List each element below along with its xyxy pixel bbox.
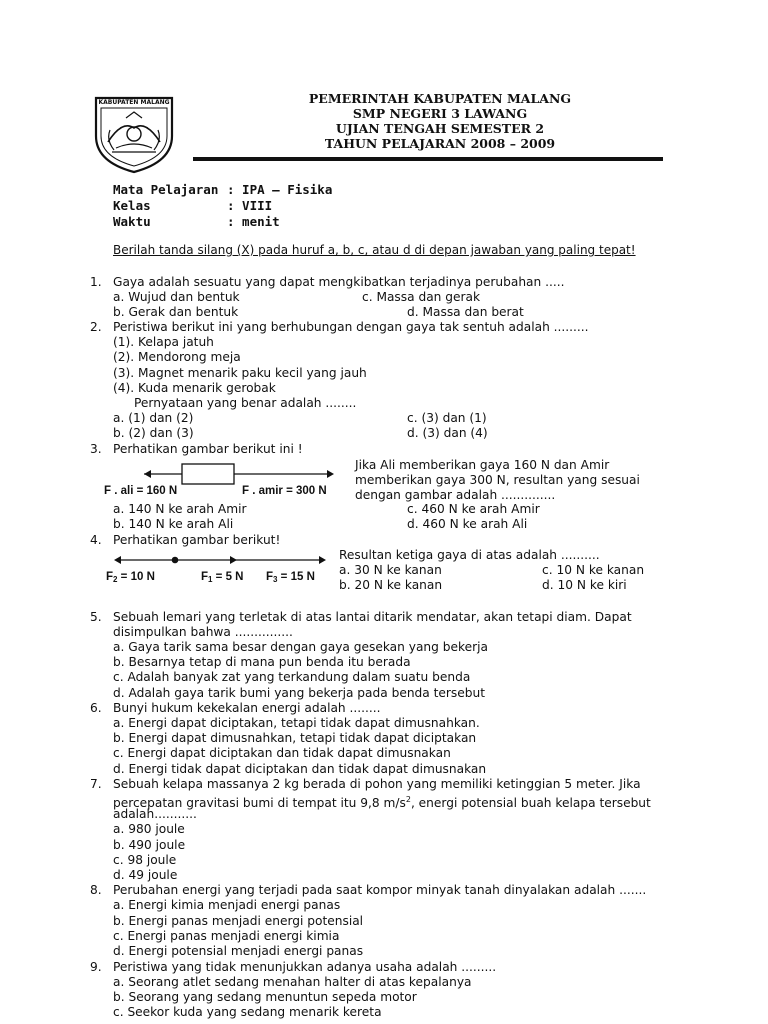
q3-side-text-2: memberikan gaya 300 N, resultan yang sesuai xyxy=(355,473,640,487)
q7-option-a: a. 980 joule xyxy=(113,822,185,836)
q4-option-b: b. 20 N ke kanan xyxy=(339,578,443,592)
q4-force-diagram xyxy=(110,550,330,570)
q7-text: Sebuah kelapa massanya 2 kg berada di pohon yang memiliki ketinggian 5 meter. Jika xyxy=(113,777,641,791)
subject-value: : IPA – Fisika xyxy=(227,182,333,197)
q4-number: 4. xyxy=(90,533,102,547)
q2-statement-4: (4). Kuda menarik gerobak xyxy=(113,381,276,395)
q1-option-d: d. Massa dan berat xyxy=(407,305,524,319)
class-label: Kelas xyxy=(113,198,151,213)
instruction: Berilah tanda silang (X) pada huruf a, b, c, atau d di depan jawaban yang paling tepat! xyxy=(113,243,636,257)
q4-force-f3-label: $F_3 = 15$ N xyxy=(266,571,315,584)
q3-number: 3. xyxy=(90,442,102,456)
q2-option-c: c. (3) dan (1) xyxy=(407,411,487,425)
q2-statement-2: (2). Mendorong meja xyxy=(113,350,241,364)
q5-option-a: a. Gaya tarik sama besar dengan gaya gesekan yang bekerja xyxy=(113,640,488,654)
q8-number: 8. xyxy=(90,883,102,897)
q3-option-b: b. 140 N ke arah Ali xyxy=(113,517,234,531)
q6-option-c: c. Energi dapat diciptakan dan tidak dapat dimusnakan xyxy=(113,746,451,760)
q6-number: 6. xyxy=(90,701,102,715)
q7-option-c: c. 98 joule xyxy=(113,853,177,867)
q5-text: Sebuah lemari yang terletak di atas lantai ditarik mendatar, akan tetapi diam. Dapat xyxy=(113,610,632,624)
logo-text: KABUPATEN MALANG xyxy=(98,99,170,106)
q7-number: 7. xyxy=(90,777,102,791)
q9-option-a: a. Seorang atlet sedang menahan halter di atas kepalanya xyxy=(113,975,472,989)
q7-text-end: adalah........... xyxy=(113,807,197,821)
q5-option-c: c. Adalah banyak zat yang terkandung dalam suatu benda xyxy=(113,670,471,684)
q3-side-text-3: dengan gambar adalah .............. xyxy=(355,488,556,502)
q3-text: Perhatikan gambar berikut ini ! xyxy=(113,442,303,456)
q4-option-d: d. 10 N ke kiri xyxy=(542,578,627,592)
q9-option-b: b. Seorang yang sedang menuntun sepeda motor xyxy=(113,990,417,1004)
q8-option-a: a. Energi kimia menjadi energi panas xyxy=(113,898,341,912)
q9-option-c: c. Seekor kuda yang sedang menarik kereta xyxy=(113,1005,382,1019)
q3-option-d: d. 460 N ke arah Ali xyxy=(407,517,528,531)
q7-option-d: d. 49 joule xyxy=(113,868,178,882)
header-line-2: SMP NEGERI 3 LAWANG xyxy=(352,106,528,121)
q8-option-c: c. Energi panas menjadi energi kimia xyxy=(113,929,340,943)
q7-option-b: b. 490 joule xyxy=(113,838,186,852)
q3-force-amir-label: F . amir = 300 N xyxy=(242,485,327,497)
header-rule xyxy=(193,157,663,161)
q3-force-diagram xyxy=(140,462,340,486)
q6-option-b: b. Energi dapat dimusnahkan, tetapi tidak dapat diciptakan xyxy=(113,731,477,745)
subject-label: Mata Pelajaran xyxy=(113,182,219,197)
q4-text: Perhatikan gambar berikut! xyxy=(113,533,281,547)
q5-option-b: b. Besarnya tetap di mana pun benda itu berada xyxy=(113,655,411,669)
header-line-1: PEMERINTAH KABUPATEN MALANG xyxy=(308,91,572,106)
q1-option-b: b. Gerak dan bentuk xyxy=(113,305,239,319)
q2-option-b: b. (2) dan (3) xyxy=(113,426,194,440)
q2-text: Peristiwa berikut ini yang berhubungan dengan gaya tak sentuh adalah ......... xyxy=(113,320,589,334)
q2-option-a: a. (1) dan (2) xyxy=(113,411,194,425)
q5-option-d: d. Adalah gaya tarik bumi yang bekerja pada benda tersebut xyxy=(113,686,485,700)
q3-option-a: a. 140 N ke arah Amir xyxy=(113,502,247,516)
q4-question: Resultan ketiga gaya di atas adalah .......... xyxy=(339,548,600,562)
q3-option-c: c. 460 N ke arah Amir xyxy=(407,502,540,516)
q3-side-text-1: Jika Ali memberikan gaya 160 N dan Amir xyxy=(355,458,610,472)
q1-number: 1. xyxy=(90,275,102,289)
class-value: : VIII xyxy=(227,198,273,213)
q1-text: Gaya adalah sesuatu yang dapat mengkibatkan terjadinya perubahan ..... xyxy=(113,275,565,289)
q1-option-a: a. Wujud dan bentuk xyxy=(113,290,240,304)
q8-option-d: d. Energi potensial menjadi energi panas xyxy=(113,944,364,958)
q5-text-cont: disimpulkan bahwa ............... xyxy=(113,625,293,639)
q2-statement-3: (3). Magnet menarik paku kecil yang jauh xyxy=(113,366,367,380)
q7-text-cont: percepatan gravitasi bumi di tempat itu 9,8 $m/s^2$, energi potensial buah kelapa tersebut xyxy=(113,795,651,810)
time-label: Waktu xyxy=(113,214,151,229)
header-line-4: TAHUN PELAJARAN 2008 – 2009 xyxy=(324,136,556,151)
q4-force-f2-label: $F_2 = 10$ N xyxy=(106,571,155,584)
q3-force-ali-label: F . ali = 160 N xyxy=(104,485,178,497)
header-line-3: UJIAN TENGAH SEMESTER 2 xyxy=(335,121,545,136)
q1-option-c: c. Massa dan gerak xyxy=(362,290,481,304)
q6-option-d: d. Energi tidak dapat diciptakan dan tidak dapat dimusnakan xyxy=(113,762,487,776)
q8-option-b: b. Energi panas menjadi energi potensial xyxy=(113,914,364,928)
q8-text: Perubahan energi yang terjadi pada saat kompor minyak tanah dinyalakan adalah ....... xyxy=(113,883,647,897)
q2-prompt: Pernyataan yang benar adalah ........ xyxy=(134,396,357,410)
q2-option-d: d. (3) dan (4) xyxy=(407,426,488,440)
q4-option-c: c. 10 N ke kanan xyxy=(542,563,645,577)
q4-force-f1-label: $F_1 = 5$ N xyxy=(201,571,244,584)
q2-statement-1: (1). Kelapa jatuh xyxy=(113,335,214,349)
q2-number: 2. xyxy=(90,320,102,334)
time-value: : menit xyxy=(227,214,280,229)
q4-option-a: a. 30 N ke kanan xyxy=(339,563,442,577)
q5-number: 5. xyxy=(90,610,102,624)
q9-text: Peristiwa yang tidak menunjukkan adanya usaha adalah ......... xyxy=(113,960,497,974)
q6-text: Bunyi hukum kekekalan energi adalah ........ xyxy=(113,701,381,715)
q6-option-a: a. Energi dapat diciptakan, tetapi tidak dapat dimusnahkan. xyxy=(113,716,480,730)
q9-number: 9. xyxy=(90,960,102,974)
